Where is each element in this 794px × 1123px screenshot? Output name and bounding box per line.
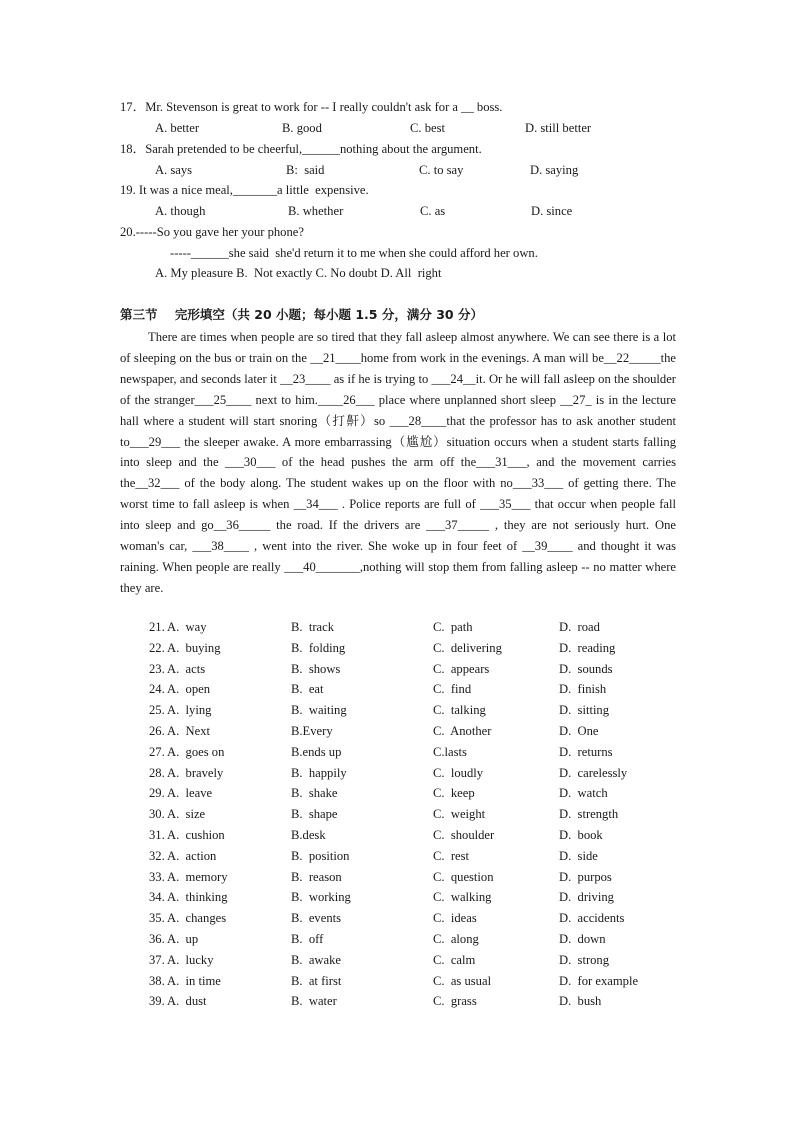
option-c: C. talking — [433, 703, 486, 718]
option-c: C. rest — [433, 848, 470, 863]
option-a: A. dust — [167, 994, 207, 1009]
option-d: D. sounds — [559, 661, 613, 676]
option-b: B: said — [286, 163, 325, 177]
option-b: B. water — [291, 994, 337, 1009]
option-d: D. sitting — [559, 703, 610, 718]
question-number: 39. — [149, 994, 165, 1009]
option-a: A. memory — [167, 869, 228, 884]
option-d: D. strength — [559, 807, 619, 822]
option-b: B. shows — [291, 661, 341, 676]
option-d: D. saying — [530, 163, 579, 177]
option-b: B. shake — [291, 786, 338, 801]
option-d: D. for example — [559, 973, 639, 988]
option-c: C. loudly — [433, 765, 484, 780]
question-number: 26. — [149, 724, 165, 738]
option-d: D. carelessly — [559, 765, 628, 780]
cloze-option-row — [149, 659, 669, 680]
question-number: 34. — [149, 890, 165, 905]
cloze-option-row — [149, 950, 669, 971]
option-a: A. changes — [167, 911, 227, 926]
option-a: A. in time — [167, 973, 221, 988]
option-b: B. waiting — [291, 703, 347, 718]
cloze-option-row — [149, 846, 669, 867]
question-number: 27. — [149, 744, 165, 759]
cloze-option-row — [149, 742, 669, 763]
option-c: C. path — [433, 620, 473, 634]
option-d: D. since — [531, 204, 573, 218]
option-c: C. along — [433, 932, 479, 946]
option-c: C. Another — [433, 724, 492, 738]
cloze-option-row — [149, 700, 669, 721]
cloze-option-row — [149, 887, 669, 908]
question-number: 29. — [149, 786, 165, 801]
option-b: B. reason — [291, 869, 342, 884]
option-d: D. watch — [559, 786, 608, 801]
option-d: D. bush — [559, 994, 602, 1009]
option-c: C. calm — [433, 952, 476, 967]
option-c: C. weight — [433, 807, 486, 822]
question-number: 30. — [149, 807, 165, 822]
option-a: A. leave — [167, 786, 213, 801]
cloze-option-row — [149, 804, 669, 825]
cloze-option-row — [149, 867, 669, 888]
question-number: 24. — [149, 682, 165, 697]
option-c: C. as — [420, 204, 446, 218]
question-20-stem: 20.-----So you gave her your phone? — [120, 225, 304, 239]
cloze-option-row — [149, 763, 669, 784]
option-b: B. folding — [291, 640, 346, 655]
option-b: B. position — [291, 848, 350, 863]
option-a: A. lying — [167, 703, 212, 718]
question-19-stem: 19. It was a nice meal,_______a little expensive. — [120, 183, 369, 197]
option-a: A. size — [167, 807, 206, 822]
option-b: B. off — [291, 932, 324, 946]
question-number: 32. — [149, 848, 165, 863]
question-number: 25. — [149, 703, 165, 718]
option-d: D. road — [559, 620, 600, 634]
option-a: A. Next — [167, 724, 211, 738]
question-number: 36. — [149, 932, 165, 946]
question-number: 38. — [149, 973, 165, 988]
question-20-options: A. My pleasure B. Not exactly C. No doubt D. All right — [155, 266, 442, 280]
option-d: D. One — [559, 724, 599, 738]
option-b: B. at first — [291, 973, 342, 988]
option-d: D. side — [559, 848, 598, 863]
option-b: B.Every — [291, 724, 333, 738]
option-c: C. as usual — [433, 973, 492, 988]
option-a: A. bravely — [167, 765, 224, 780]
option-c: C. to say — [419, 163, 464, 177]
option-a: A. way — [167, 620, 207, 634]
cloze-option-row — [149, 783, 669, 804]
option-a: A. buying — [167, 640, 221, 655]
option-b: B. working — [291, 890, 351, 905]
question-number: 37. — [149, 952, 165, 967]
option-a: A. says — [155, 163, 193, 177]
question-number: 21. — [149, 620, 165, 634]
option-b: B. track — [291, 620, 335, 634]
option-c: C. find — [433, 682, 472, 697]
option-c: C. walking — [433, 890, 492, 905]
option-a: A. thinking — [167, 890, 228, 905]
option-c: C. delivering — [433, 640, 502, 655]
option-a: A. better — [155, 121, 200, 135]
question-number: 22. — [149, 640, 165, 655]
option-c: C. grass — [433, 994, 477, 1009]
option-c: C. best — [410, 121, 445, 135]
cloze-option-row — [149, 908, 669, 929]
option-c: C. appears — [433, 661, 490, 676]
option-a: A. action — [167, 848, 217, 863]
cloze-passage — [120, 327, 676, 599]
option-a: A. open — [167, 682, 211, 697]
question-17-stem: 17．Mr. Stevenson is great to work for -- I really couldn't ask for a __ boss. — [120, 100, 503, 114]
option-d: D. accidents — [559, 911, 625, 926]
cloze-option-row — [149, 721, 669, 742]
option-d: D. reading — [559, 640, 616, 655]
option-a: A. cushion — [167, 828, 225, 842]
option-d: D. finish — [559, 682, 607, 697]
option-a: A. goes on — [167, 744, 225, 759]
option-b: B. good — [282, 121, 322, 135]
cloze-option-row — [149, 991, 669, 1012]
option-b: B. happily — [291, 765, 347, 780]
option-c: C.lasts — [433, 744, 467, 759]
passage-text: There are times when people are so tired that they fall asleep almost anywhere. We can see there is a lot of sleeping on the bus or train on the __21____home from work in the evenings. A man will be__22_____the newspaper, and seconds later it __23____ as if he is trying to ___24__it. Or he will fall asleep on the shoulder of the stranger___25____ next to him.____26___ place where unplanned short sleep __27_ is in the lecture hall where a student will start snoring（打鼾）so ___28____that the professor has to ask another student to___29___ the sleeper awake. A more embarrassing（尴尬）situation occurs when a student starts falling into sleep and the ___30___ of the head pushes the arm off the___31___, and the movement carries the__32___ of the body along. The student wakes up on the floor with no___33___ of getting there. The worst time to fall asleep is when __34___ . Police reports are full of ___35___ that occur when people fall into sleep and go__36_____ the road. If the drivers are ___37_____ , they are not seriously hurt. One woman's car, ___38____ , went into the river. She woke up in four feet of __39____ and thought it was raining. When people are really ___40_______,nothing will stop them from falling asleep -- no matter where they are. — [120, 330, 676, 595]
question-number: 28. — [149, 765, 165, 780]
option-c: C. shoulder — [433, 828, 495, 842]
cloze-option-row — [149, 617, 669, 638]
option-a: A. lucky — [167, 952, 214, 967]
option-b: B. eat — [291, 682, 324, 697]
cloze-option-row — [149, 929, 669, 950]
option-b: B. whether — [288, 204, 344, 218]
option-c: C. ideas — [433, 911, 477, 926]
question-20-reply: -----______she said she'd return it to me when she could afford her own. — [170, 246, 538, 260]
option-d: D. driving — [559, 890, 614, 905]
option-b: B.desk — [291, 828, 326, 842]
option-b: B.ends up — [291, 744, 342, 759]
option-a: A. acts — [167, 661, 206, 676]
option-d: D. strong — [559, 952, 610, 967]
option-d: D. book — [559, 828, 603, 842]
cloze-option-row — [149, 638, 669, 659]
question-number: 33. — [149, 869, 165, 884]
option-d: D. still better — [525, 121, 592, 135]
question-number: 31. — [149, 828, 165, 842]
option-a: A. though — [155, 204, 206, 218]
cloze-option-row — [149, 971, 669, 992]
option-c: C. keep — [433, 786, 475, 801]
question-18-stem: 18．Sarah pretended to be cheerful,______nothing about the argument. — [120, 142, 482, 156]
option-b: B. awake — [291, 952, 342, 967]
option-d: D. purpos — [559, 869, 612, 884]
option-b: B. shape — [291, 807, 338, 822]
question-number: 23. — [149, 661, 165, 676]
option-b: B. events — [291, 911, 342, 926]
section-title: 第三节 完形填空（共 20 小题；每小题 1.5 分，满分 30 分） — [120, 307, 483, 322]
question-number: 35. — [149, 911, 165, 926]
option-d: D. down — [559, 932, 606, 946]
option-a: A. up — [167, 932, 199, 946]
option-c: C. question — [433, 869, 494, 884]
cloze-option-row — [149, 825, 669, 846]
cloze-option-row — [149, 679, 669, 700]
option-d: D. returns — [559, 744, 613, 759]
